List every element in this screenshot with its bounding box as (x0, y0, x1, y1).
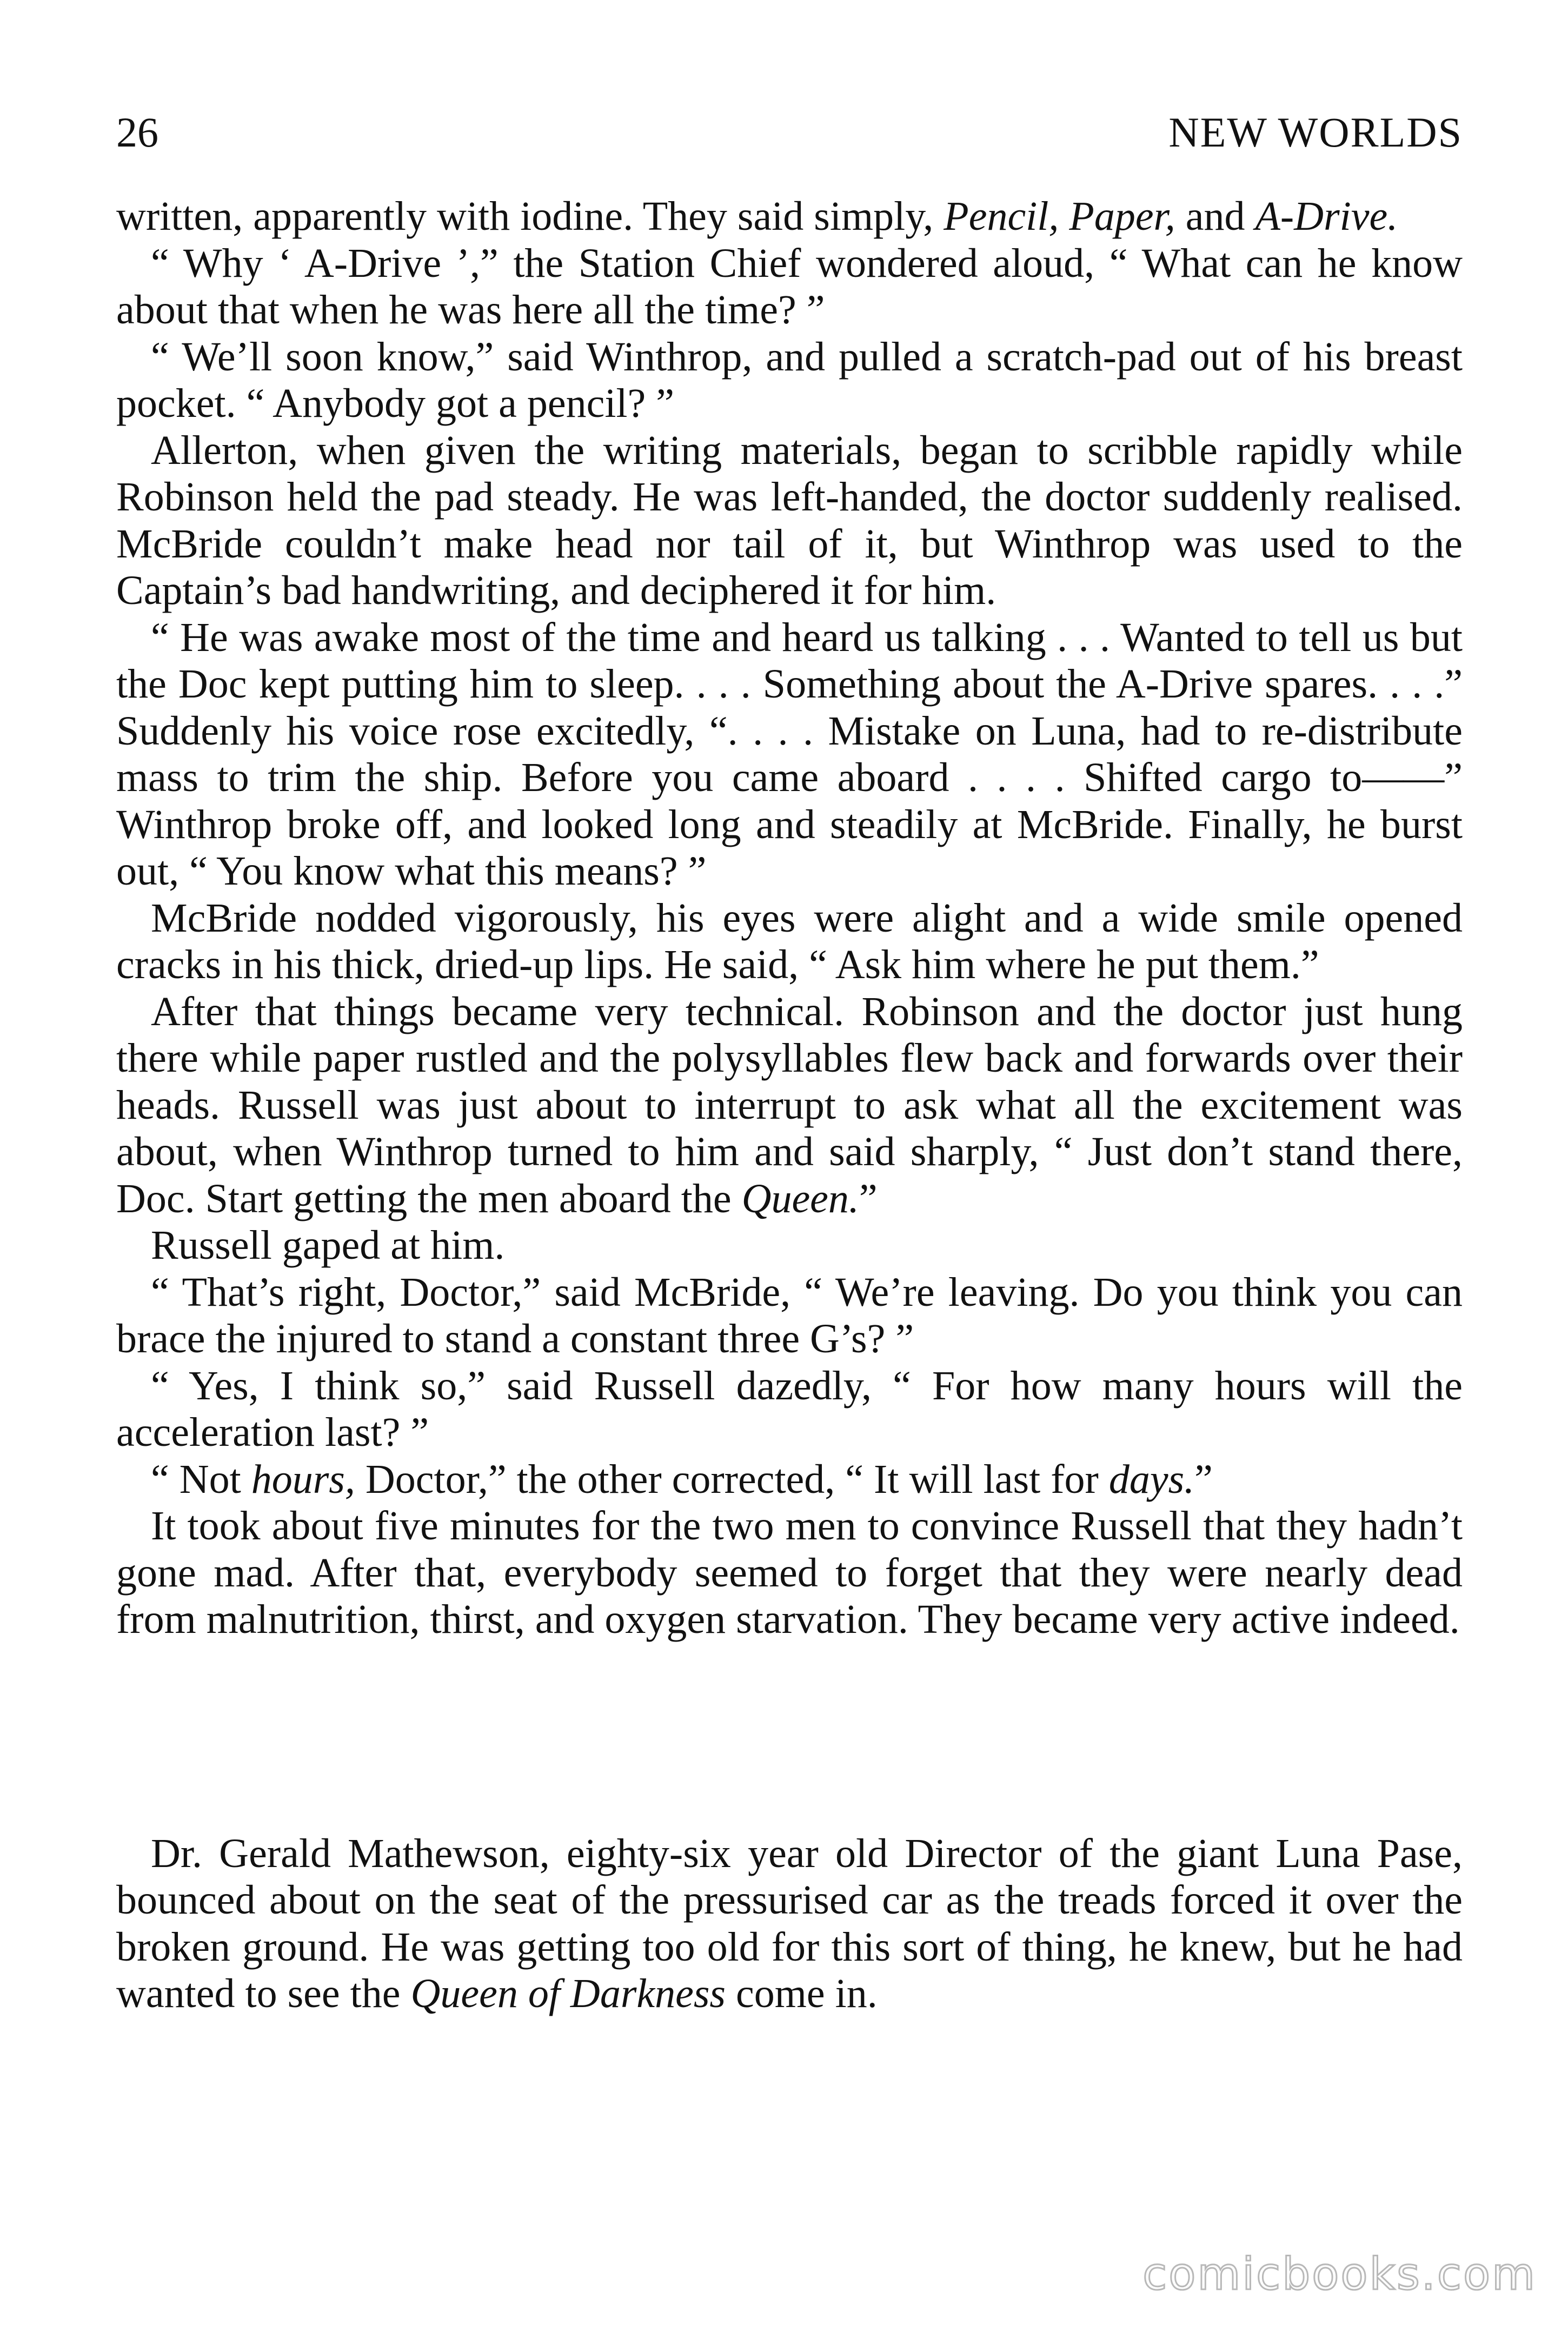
page-header (116, 103, 1463, 162)
story-paragraph: “ Why ‘ A-Drive ’,” the Station Chief wondered aloud, “ What can he know about that when he was here all the time? ” (116, 240, 1463, 333)
story-paragraph: Dr. Gerald Mathewson, eighty-six year old Director of the giant Luna Pase, bounced about on the seat of the pressurised car as the treads forced it over the broken ground. He was getting too old for this sort of thing, he knew, but he had wanted to see the Queen of Darkness come in. (116, 1830, 1463, 2016)
story-paragraph: “ We’ll soon know,” said Winthrop, and pulled a scratch-pad out of his breast pocket. “ Anybody got a pencil? ” (116, 334, 1463, 426)
italic-text: Pencil, Paper, (944, 194, 1175, 239)
italic-text: Queen of Darkness (410, 1971, 726, 2016)
story-text (116, 193, 1463, 2017)
watermark-logo: comicbooks.com (1142, 2249, 1537, 2300)
page-number: 26 (116, 109, 158, 156)
italic-text: days. (1108, 1456, 1195, 1502)
italic-text: Queen. (741, 1175, 859, 1221)
story-paragraph: After that things became very technical. Robinson and the doctor just hung there while paper rustled and the polysyllables flew back and forwards over their heads. Russell was just about to interrupt to ask what all the excitement was about, when Winthrop turned to him and said sharply, “ Just don’t stand there, Doc. Start getting the men aboard the Queen.” (116, 988, 1463, 1221)
story-paragraph: “ Not hours, Doctor,” the other corrected, “ It will last for days.” (151, 1456, 1213, 1502)
story-paragraph: written, apparently with iodine. They said simply, Pencil, Paper, and A-Drive. (116, 194, 1398, 239)
story-paragraph: It took about five minutes for the two men to convince Russell that they hadn’t gone mad. After that, everybody seemed to forget that they were nearly dead from malnutrition, thirst, and oxygen starvation. They became very active indeed. (116, 1503, 1463, 1642)
story-paragraph: “ He was awake most of the time and heard us talking . . . Wanted to tell us but the Doc kept putting him to sleep. . . . Something about the A-Drive spares. . . .” Suddenly his voice rose excitedly, “. . . . Mistake on Luna, had to re-distribute mass to trim the ship. Before you came aboard . . . . Shifted cargo to——” Winthrop broke off, and looked long and steadily at McBride. Finally, he burst out, “ You know what this means? ” (116, 614, 1463, 894)
story-paragraph: Allerton, when given the writing materials, began to scribble rapidly while Robinson held the pad steady. He was left-handed, the doctor suddenly realised. McBride couldn’t make head nor tail of it, but Winthrop was used to the Captain’s bad handwriting, and deciphered it for him. (116, 427, 1463, 613)
story-paragraph: McBride nodded vigorously, his eyes were alight and a wide smile opened cracks in his thick, dried-up lips. He said, “ Ask him where he put them.” (116, 895, 1463, 987)
story-paragraph: “ That’s right, Doctor,” said McBride, “ We’re leaving. Do you think you can brace the injured to stand a constant three G’s? ” (116, 1269, 1463, 1361)
running-head: NEW WORLDS (1168, 109, 1463, 156)
italic-text: hours, (251, 1456, 355, 1502)
section-break (116, 1643, 1463, 1830)
story-paragraph: “ Yes, I think so,” said Russell dazedly, “ For how many hours will the acceleration last? ” (116, 1363, 1463, 1455)
italic-text: A-Drive. (1255, 194, 1398, 239)
story-paragraph: Russell gaped at him. (151, 1223, 505, 1268)
